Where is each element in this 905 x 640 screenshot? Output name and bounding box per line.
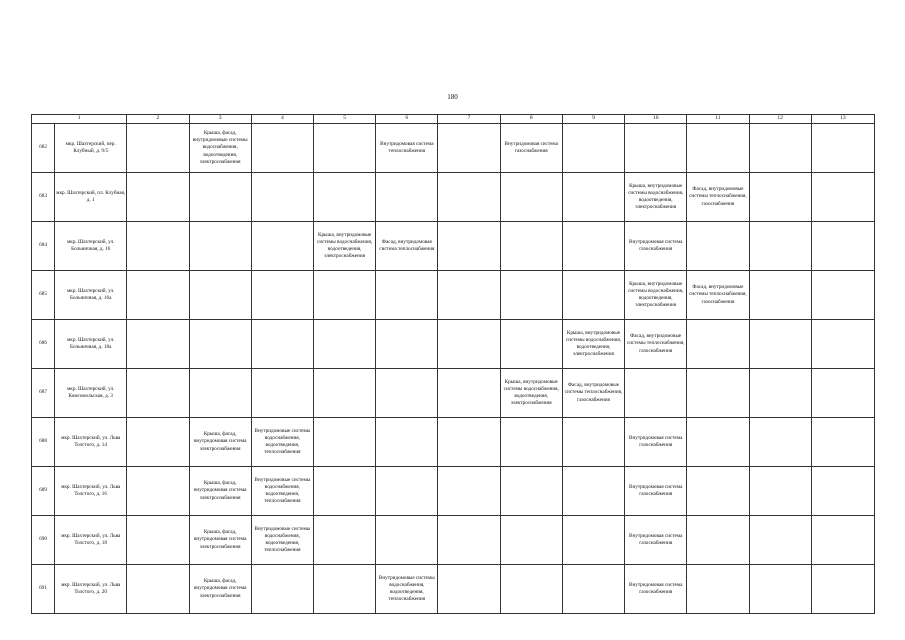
work-cell: Внутридомовые системы водоснабжения, водоотведения, теплоснабжения — [251, 467, 313, 516]
table-row — [32, 173, 875, 222]
work-cell — [749, 565, 811, 614]
work-cell — [376, 320, 438, 369]
work-cell — [811, 320, 874, 369]
work-cell — [500, 222, 562, 271]
work-cell — [811, 565, 874, 614]
work-cell — [438, 222, 500, 271]
work-cell: Внутридомовая система газоснабжения — [625, 222, 687, 271]
column-number: 5 — [314, 115, 376, 124]
work-cell: Крыша, внутридомовые системы водоснабжения, водоотведения, электроснабжения — [625, 271, 687, 320]
work-cell: Внутридомовая система газоснабжения — [500, 124, 562, 173]
work-cell — [189, 369, 251, 418]
work-cell: Крыша, фасад, внутридомовая система электроснабжения — [189, 565, 251, 614]
work-cell — [127, 516, 189, 565]
address-cell: мкр. Шахтерский, ул. Больничная, д. 16а — [55, 271, 127, 320]
work-cell — [438, 320, 500, 369]
work-cell — [687, 565, 749, 614]
work-cell: Крыша, фасад, внутридомовые системы водоснабжения, водоотведения, электроснабжения — [189, 124, 251, 173]
work-cell: Внутридомовая система газоснабжения — [625, 565, 687, 614]
work-cell: Фасад, внутридомовые системы теплоснабжения, газоснабжения — [687, 173, 749, 222]
work-cell — [562, 222, 624, 271]
address-cell: мкр. Шахтерский, ул. Льва Толстого, д. 20 — [55, 565, 127, 614]
table-row — [32, 516, 875, 565]
work-cell: Фасад, внутридомовые системы теплоснабжения, газоснабжения — [625, 320, 687, 369]
work-cell: Внутридомовая система газоснабжения — [625, 516, 687, 565]
work-cell — [189, 271, 251, 320]
work-cell — [811, 271, 874, 320]
work-cell — [314, 124, 376, 173]
work-cell — [811, 516, 874, 565]
table-body — [32, 115, 875, 614]
work-cell — [438, 565, 500, 614]
column-number: 1 — [32, 115, 127, 124]
row-number: 685 — [32, 271, 55, 320]
row-number: 684 — [32, 222, 55, 271]
work-cell — [438, 418, 500, 467]
work-cell — [811, 418, 874, 467]
work-cell — [562, 565, 624, 614]
work-cell — [500, 565, 562, 614]
work-cell — [376, 271, 438, 320]
work-cell: Крыша, внутридомовые системы водоснабжения, водоотведения, электроснабжения — [562, 320, 624, 369]
work-cell — [127, 369, 189, 418]
column-number: 12 — [749, 115, 811, 124]
work-cell — [251, 271, 313, 320]
work-cell — [314, 418, 376, 467]
work-cell — [811, 173, 874, 222]
work-cell: Крыша, внутридомовые системы водоснабжения, водоотведения, электроснабжения — [500, 369, 562, 418]
work-cell — [314, 320, 376, 369]
work-cell — [438, 516, 500, 565]
row-number: 683 — [32, 173, 55, 222]
work-cell — [314, 467, 376, 516]
work-cell — [749, 516, 811, 565]
column-number: 6 — [376, 115, 438, 124]
work-cell: Внутридомовая система теплоснабжения — [376, 124, 438, 173]
work-cell — [749, 418, 811, 467]
work-cell — [562, 124, 624, 173]
work-cell — [127, 173, 189, 222]
work-cell — [687, 320, 749, 369]
work-cell: Внутридомовая система газоснабжения — [625, 418, 687, 467]
work-cell — [314, 565, 376, 614]
address-cell: мкр. Шахтерский, ул. Больничная, д. 16 — [55, 222, 127, 271]
work-cell — [314, 271, 376, 320]
work-cell — [376, 418, 438, 467]
work-cell — [687, 467, 749, 516]
table-row — [32, 271, 875, 320]
row-number: 682 — [32, 124, 55, 173]
column-number: 3 — [189, 115, 251, 124]
work-cell — [749, 467, 811, 516]
table-row — [32, 418, 875, 467]
work-cell — [314, 173, 376, 222]
work-cell — [500, 467, 562, 516]
work-cell — [189, 222, 251, 271]
column-number: 10 — [625, 115, 687, 124]
work-cell — [749, 222, 811, 271]
work-cell — [376, 369, 438, 418]
row-number: 689 — [32, 467, 55, 516]
work-cell: Внутридомовая система газоснабжения — [625, 467, 687, 516]
work-cell — [562, 271, 624, 320]
work-cell: Фасад, внутридомовые системы теплоснабжения, газоснабжения — [562, 369, 624, 418]
work-cell: Крыша, фасад, внутридомовая система электроснабжения — [189, 516, 251, 565]
work-cell — [376, 467, 438, 516]
table-row — [32, 565, 875, 614]
work-cell — [314, 516, 376, 565]
work-cell — [625, 369, 687, 418]
repair-schedule-table — [31, 114, 875, 614]
work-cell — [562, 173, 624, 222]
work-cell: Внутридомовые системы водоснабжения, водоотведения, теплоснабжения — [376, 565, 438, 614]
work-cell — [251, 124, 313, 173]
work-cell — [500, 271, 562, 320]
address-cell: мкр. Шахтерский, ул. Льва Толстого, д. 14 — [55, 418, 127, 467]
work-cell — [687, 369, 749, 418]
work-cell: Крыша, внутридомовые системы водоснабжения, водоотведения, электроснабжения — [314, 222, 376, 271]
work-cell — [811, 467, 874, 516]
work-cell — [251, 369, 313, 418]
address-cell: мкр. Шахтерский, ул. Льва Толстого, д. 16 — [55, 467, 127, 516]
address-cell: мкр. Шахтерский, ул. Льва Толстого, д. 18 — [55, 516, 127, 565]
row-number: 691 — [32, 565, 55, 614]
table-row — [32, 222, 875, 271]
work-cell — [687, 222, 749, 271]
work-cell — [438, 124, 500, 173]
work-cell — [127, 565, 189, 614]
work-cell — [811, 124, 874, 173]
row-number: 687 — [32, 369, 55, 418]
work-cell — [749, 369, 811, 418]
work-cell: Крыша, фасад, внутридомовая система электроснабжения — [189, 467, 251, 516]
work-cell: Фасад, внутридомовые системы теплоснабжения, газоснабжения — [687, 271, 749, 320]
work-cell — [251, 222, 313, 271]
table-row — [32, 320, 875, 369]
work-cell: Крыша, внутридомовые системы водоснабжения, водоотведения, электроснабжения — [625, 173, 687, 222]
work-cell — [500, 320, 562, 369]
work-cell — [314, 369, 376, 418]
work-cell — [749, 173, 811, 222]
work-cell — [749, 124, 811, 173]
work-cell — [376, 173, 438, 222]
table-row — [32, 369, 875, 418]
work-cell — [127, 467, 189, 516]
work-cell — [376, 516, 438, 565]
work-cell — [189, 173, 251, 222]
work-cell — [500, 418, 562, 467]
column-number: 4 — [251, 115, 313, 124]
work-cell — [127, 222, 189, 271]
address-cell: мкр. Шахтерский, пл. Клубная, д. 1 — [55, 173, 127, 222]
work-cell — [438, 467, 500, 516]
work-cell — [500, 173, 562, 222]
work-cell — [562, 418, 624, 467]
row-number: 686 — [32, 320, 55, 369]
work-cell — [438, 271, 500, 320]
work-cell — [625, 124, 687, 173]
address-cell: мкр. Шахтерский, пер. Клубный, д. 9/5 — [55, 124, 127, 173]
work-cell — [687, 516, 749, 565]
work-cell — [251, 173, 313, 222]
work-cell — [251, 320, 313, 369]
table-row — [32, 124, 875, 173]
column-number: 8 — [500, 115, 562, 124]
work-cell: Внутридомовые системы водоснабжения, водоотведения, теплоснабжения — [251, 418, 313, 467]
work-cell — [127, 124, 189, 173]
work-cell — [687, 418, 749, 467]
work-cell: Внутридомовые системы водоснабжения, водоотведения, теплоснабжения — [251, 516, 313, 565]
work-cell — [811, 222, 874, 271]
work-cell — [127, 418, 189, 467]
work-cell — [687, 124, 749, 173]
work-cell — [251, 565, 313, 614]
column-number-row — [32, 115, 875, 124]
work-cell — [438, 369, 500, 418]
work-cell — [127, 320, 189, 369]
work-cell — [562, 516, 624, 565]
work-cell: Фасад, внутридомовая система теплоснабжения — [376, 222, 438, 271]
row-number: 688 — [32, 418, 55, 467]
work-cell — [438, 173, 500, 222]
work-cell: Крыша, фасад, внутридомовая система электроснабжения — [189, 418, 251, 467]
address-cell: мкр. Шахтерский, ул. Больничная, д. 18а — [55, 320, 127, 369]
work-cell — [189, 320, 251, 369]
row-number: 690 — [32, 516, 55, 565]
column-number: 2 — [127, 115, 189, 124]
work-cell — [500, 516, 562, 565]
work-cell — [749, 271, 811, 320]
address-cell: мкр. Шахтерский, ул. Комсомольская, д. 3 — [55, 369, 127, 418]
column-number: 9 — [562, 115, 624, 124]
work-cell — [811, 369, 874, 418]
work-cell — [127, 271, 189, 320]
work-cell — [562, 467, 624, 516]
page-number: 180 — [447, 93, 458, 101]
column-number: 7 — [438, 115, 500, 124]
column-number: 11 — [687, 115, 749, 124]
work-cell — [749, 320, 811, 369]
column-number: 13 — [811, 115, 874, 124]
table-row — [32, 467, 875, 516]
